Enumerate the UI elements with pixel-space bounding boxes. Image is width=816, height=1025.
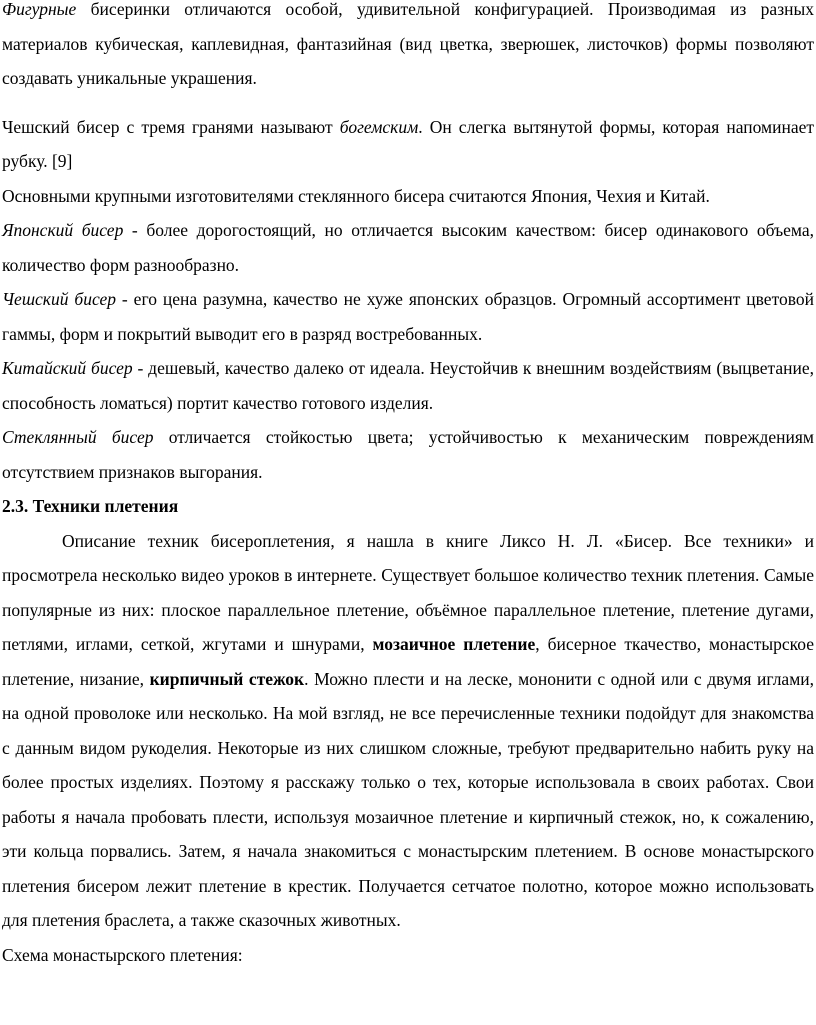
paragraph-czech-beads <box>2 282 814 351</box>
paragraph-techniques <box>2 524 814 938</box>
term-czech: Чешский бисер <box>2 289 117 309</box>
term-figured: Фигурные <box>2 0 77 19</box>
paragraph-chinese-beads <box>2 351 814 420</box>
paragraph-text: Схема монастырского плетения: <box>2 944 243 965</box>
paragraph-figured-beads <box>2 0 814 96</box>
paragraph-text: , бисерное ткачество, монастырское плетение, низание, <box>2 634 814 689</box>
paragraph-text: бисеринки отличаются особой, удивительной конфигурацией. Производимая из разных материалов кубическая, каплевидная, фантазийная (вид цветка, зверюшек, листочков) формы позволяют создавать уникальные украшения. <box>2 0 814 88</box>
paragraph-text: Чешский бисер с тремя гранями называют <box>2 116 340 137</box>
paragraph-text: Описание техник бисероплетения, я нашла в книге Ликсо Н. Л. «Бисер. Все техники» и просмотрела несколько видео уроков в интернете. Существует большое количество техник плетения. Самые популярные из них: плоское параллельное плетение, объёмное параллельное плетение, плетение дугами, петлями, иглами, сеткой, жгутами и шнурами, <box>2 530 814 654</box>
paragraph-text: . Можно плести и на леске, мононити с одной или с двумя иглами, на одной проволоке или несколько. На мой взгляд, не все перечисленные техники подойдут для знакомства с данным видом рукоделия. Некоторые из них слишком сложные, требуют предварительно набить руку на более простых изделиях. Поэтому я расскажу только о тех, которые использовала в своих работах. Свои работы я начала пробовать плести, используя мозаичное плетение и кирпичный стежок, но, к сожалению, эти кольца порвались. Затем, я начала знакомиться с монастырским плетением. В основе монастырского плетения бисером лежит плетение в крестик. Получается сетчатое полотно, которое можно использовать для плетения браслета, а также сказочных животных. <box>2 668 815 930</box>
paragraph-japanese-beads <box>2 213 814 282</box>
term-brick-stitch: кирпичный стежок <box>149 668 305 689</box>
paragraph-scheme-caption <box>2 938 814 973</box>
paragraph-bohemian-beads <box>2 110 814 179</box>
paragraph-text: - дешевый, качество далеко от идеала. Неустойчив к внешним воздействиям (выцветание, способность ломаться) портит качество готового изделия. <box>2 358 815 413</box>
paragraph-glass-beads <box>2 420 814 489</box>
term-japanese: Японский бисер <box>2 220 124 240</box>
paragraph-text: - его цена разумна, качество не хуже японских образцов. Огромный ассортимент цветовой гаммы, форм и покрытий выводит его в разряд востребованных. <box>2 289 814 344</box>
paragraph-text: Основными крупными изготовителями стеклянного бисера считаются Япония, Чехия и Китай. <box>2 185 710 206</box>
term-bohemian: богемским <box>339 116 419 137</box>
term-mosaic: мозаичное плетение <box>372 634 536 654</box>
paragraph-manufacturers <box>2 179 814 214</box>
term-chinese: Китайский бисер <box>2 358 133 378</box>
term-glass: Стеклянный бисер <box>2 427 154 447</box>
section-heading: 2.3. Техники плетения <box>2 496 179 516</box>
paragraph-text: . Он слегка вытянутой формы, которая напоминает рубку. [9] <box>2 116 815 171</box>
paragraph-text: отличается стойкостью цвета; устойчивостью к механическим повреждениям отсутствием признаков выгорания. <box>2 427 814 482</box>
paragraph-text: - более дорогостоящий, но отличается высоким качеством: бисер одинакового объема, количество форм разнообразно. <box>2 220 814 275</box>
